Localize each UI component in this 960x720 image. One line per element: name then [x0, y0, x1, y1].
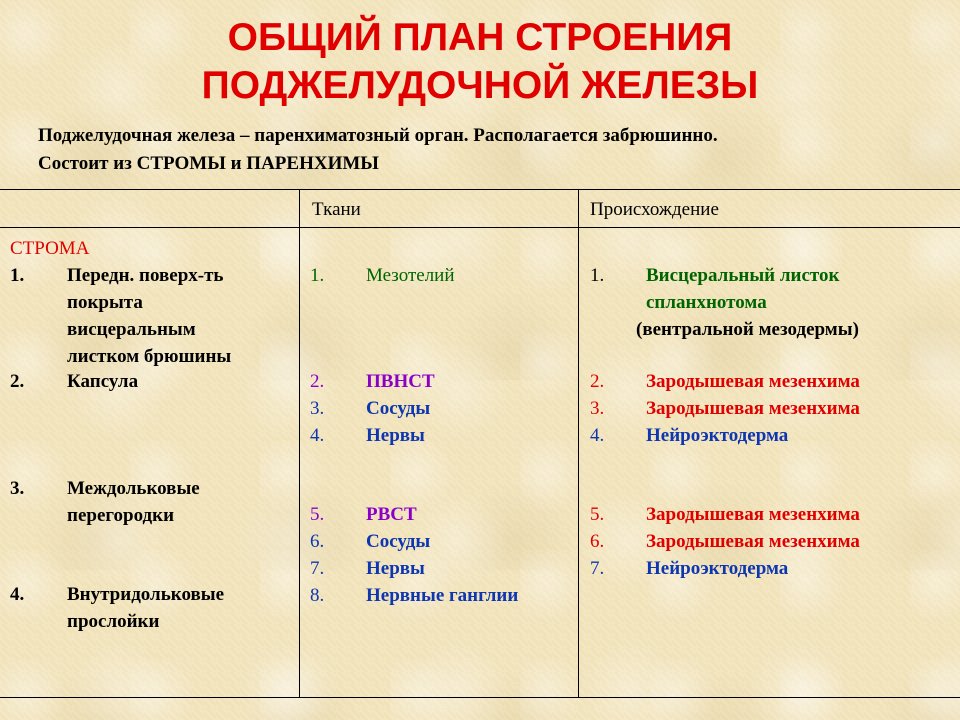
item-text: Зародышевая мезенхима — [646, 531, 860, 552]
item-number: 3. — [10, 478, 25, 499]
item-line: перегородки — [67, 505, 175, 526]
intro-text — [38, 122, 938, 178]
stroma-item-3 — [10, 475, 295, 529]
tissue-item-2 — [310, 368, 575, 395]
tissue-item-3 — [310, 395, 575, 422]
tissue-item-8 — [310, 582, 575, 609]
item-line: прослойки — [67, 611, 160, 632]
item-text: Висцеральный листок — [646, 265, 840, 286]
header-origin: Происхождение — [590, 199, 719, 220]
item-line: Капсула — [67, 371, 139, 392]
item-text: ПВНСТ — [366, 371, 435, 392]
item-number: 3. — [590, 398, 605, 419]
item-line: Внутридольковые — [67, 584, 225, 605]
item-number: 4. — [590, 425, 605, 446]
item-number: 2. — [590, 371, 605, 392]
intro-line-1: Поджелудочная железа – паренхиматозный орган. Располагается забрюшинно. — [38, 125, 718, 146]
origin-item-4 — [590, 422, 950, 449]
item-line: Передн. поверх-ть — [67, 265, 224, 286]
item-text: Зародышевая мезенхима — [646, 371, 860, 392]
table-col-divider-2 — [578, 189, 579, 697]
stroma-item-2 — [10, 368, 295, 395]
item-text: Зародышевая мезенхима — [646, 504, 860, 525]
origin-item-2 — [590, 368, 950, 395]
item-number: 6. — [590, 531, 605, 552]
table-bottom-border — [0, 697, 960, 698]
item-number: 2. — [10, 371, 25, 392]
slide-title — [0, 14, 960, 110]
title-line-2: ПОДЖЕЛУДОЧНОЙ ЖЕЛЕЗЫ — [201, 64, 759, 107]
item-text: Мезотелий — [366, 265, 455, 286]
tissue-item-6 — [310, 528, 575, 555]
item-text: Нервы — [366, 558, 425, 579]
item-number: 5. — [310, 504, 325, 525]
intro-line-2: Состоит из СТРОМЫ и ПАРЕНХИМЫ — [38, 153, 379, 174]
item-text: Нейроэктодерма — [646, 425, 789, 446]
header-tissues: Ткани — [312, 199, 361, 220]
origin-item-5 — [590, 501, 950, 528]
item-number: 1. — [310, 265, 325, 286]
item-number: 3. — [310, 398, 325, 419]
origin-item-6 — [590, 528, 950, 555]
stroma-label: СТРОМА — [10, 238, 90, 259]
table-header-border — [0, 227, 960, 228]
tissue-item-7 — [310, 555, 575, 582]
title-line-1: ОБЩИЙ ПЛАН СТРОЕНИЯ — [227, 16, 733, 59]
tissue-item-1 — [310, 262, 575, 289]
item-text: Нервные ганглии — [366, 585, 519, 606]
origin-item-1 — [590, 262, 950, 289]
item-number: 4. — [10, 584, 25, 605]
item-text: РВСТ — [366, 504, 417, 525]
item-number: 5. — [590, 504, 605, 525]
origin-item-7 — [590, 555, 950, 582]
item-number: 7. — [590, 558, 605, 579]
item-text: Сосуды — [366, 531, 431, 552]
item-number: 1. — [590, 265, 605, 286]
item-text: Сосуды — [366, 398, 431, 419]
origin-item-1-note — [590, 316, 950, 343]
stroma-item-1 — [10, 262, 295, 370]
item-text: Нервы — [366, 425, 425, 446]
item-line: покрыта — [67, 292, 143, 313]
item-line: Междольковые — [67, 478, 200, 499]
item-line: листком брюшины — [67, 346, 232, 367]
item-text: спланхнотома — [646, 292, 767, 313]
tissue-item-5 — [310, 501, 575, 528]
table-col-divider-1 — [299, 189, 300, 697]
origin-item-3 — [590, 395, 950, 422]
stroma-item-4 — [10, 581, 295, 635]
item-text: (вентральной мезодермы) — [636, 319, 859, 340]
origin-item-1-cont — [590, 289, 950, 316]
item-number: 7. — [310, 558, 325, 579]
item-text: Зародышевая мезенхима — [646, 398, 860, 419]
item-number: 8. — [310, 585, 325, 606]
table-top-border — [0, 189, 960, 190]
item-number: 6. — [310, 531, 325, 552]
item-number: 2. — [310, 371, 325, 392]
item-number: 4. — [310, 425, 325, 446]
tissue-item-4 — [310, 422, 575, 449]
item-text: Нейроэктодерма — [646, 558, 789, 579]
item-number: 1. — [10, 265, 25, 286]
item-line: висцеральным — [67, 319, 196, 340]
